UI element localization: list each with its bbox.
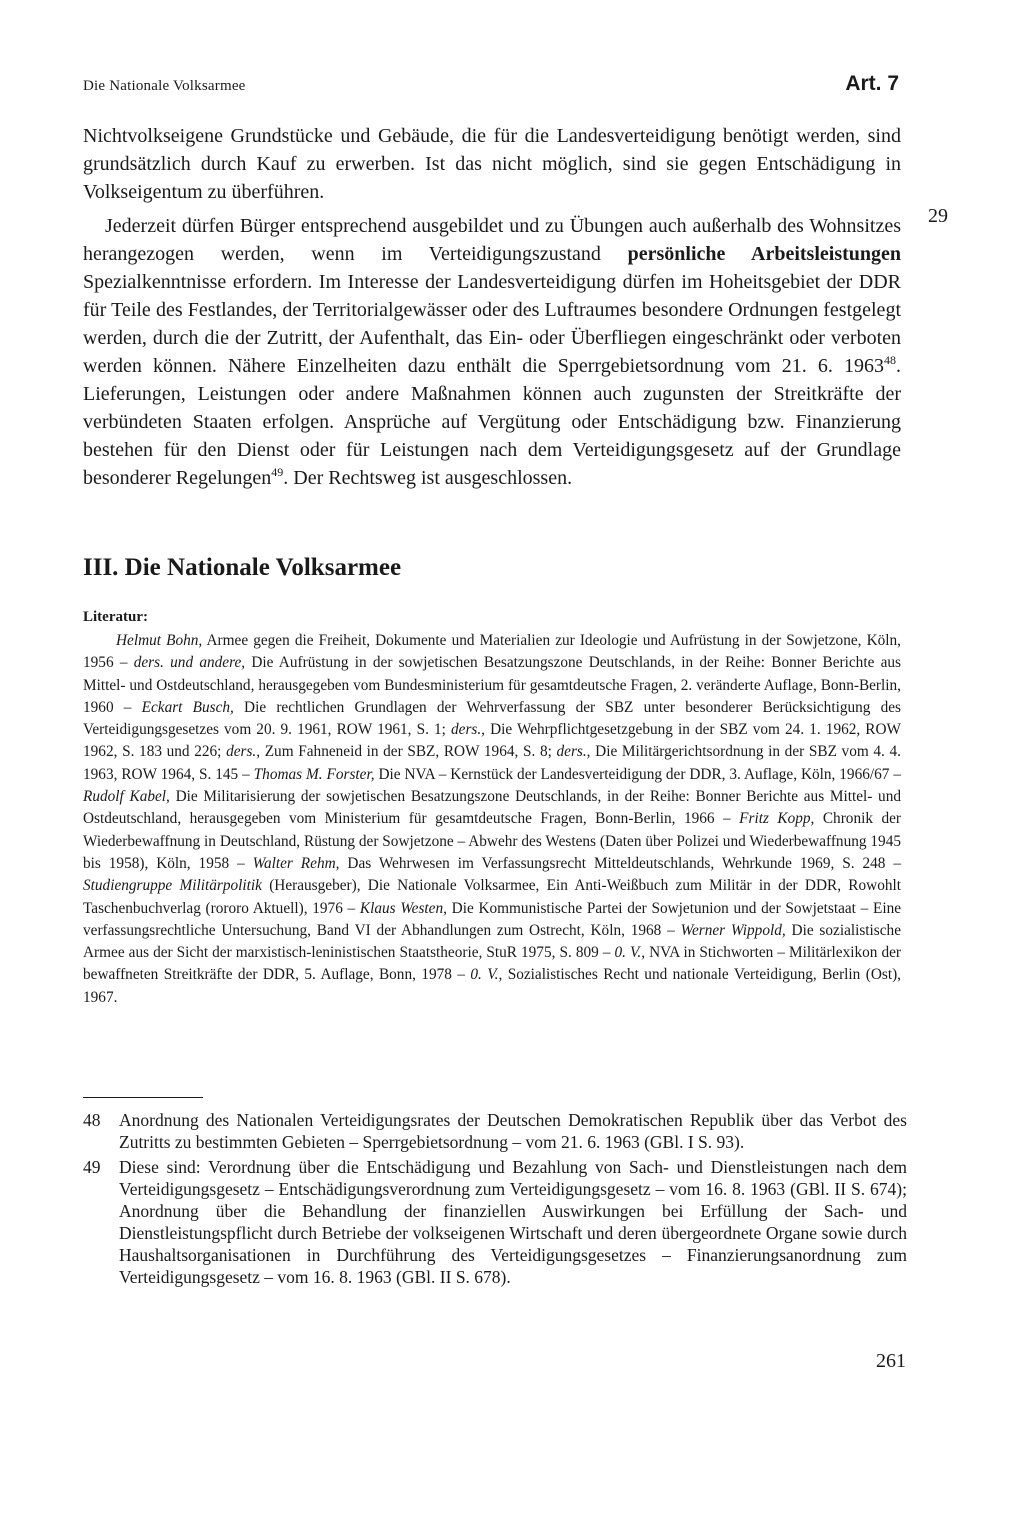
running-head: Die Nationale Volksarmee [83, 78, 246, 94]
literature-text: Die rechtlichen Grundlagen der Wehrverfassung der SBZ unter besonderer Berücksichtigung des Verteidigungsgesetzes vom 20. 9. 1961, ROW 1961, S. 1; [83, 698, 902, 739]
literature-text: Die sozialistische Armee aus der Sicht der marxistisch-leninistischen Staatstheorie, StuR 1975, S. 809 – [83, 921, 901, 962]
footnote-divider [83, 1097, 203, 1098]
literature-text: Die Militarisierung der sowjetischen Besatzungszone Deutschlands, in der Reihe: Bonner Berichte aus Mittel- und Ostdeutschland, herausgegeben vom Ministerium für gesamtdeutsche Fragen, Bonn-Berlin, 1966 – [83, 788, 901, 828]
footnote-number: 48 [83, 1110, 101, 1130]
literature-author: 0. V., [614, 944, 646, 962]
literature-text: Armee gegen die Freiheit, Dokumente und Materialien zur Ideologie und Aufrüstung in der Sowjetzone, Köln, 1956 – [83, 632, 901, 672]
literature-author: Rudolf Kabel, [83, 788, 170, 806]
literature-list [83, 630, 901, 1009]
text-run: . Lieferungen, Leistungen oder andere Maßnahmen können auch zugunsten der Streitkräfte der verbündeten Staaten erfolgen. Ansprüche auf Vergütung oder Entschädigung bzw. Finanzierung bestehen für den Dienst oder für Leistungen nach dem Verteidigungsgesetz auf der Grundlage besonderer Regelungen [83, 355, 901, 489]
footnote-ref[interactable]: 49 [271, 465, 284, 479]
footnote-number: 49 [83, 1157, 101, 1177]
page-number: 261 [876, 1350, 906, 1372]
bold-term: persönliche Arbeitsleistungen [627, 243, 902, 265]
paragraph: Nichtvolkseigene Grundstücke und Gebäude, die für die Landesverteidigung benötigt werden, sind grundsätzlich durch Kauf zu erwerben. Ist das nicht möglich, sind sie gegen Entschädigung in Volkseigentum zu überführen. [83, 125, 901, 203]
literature-author: 0. V., [470, 966, 503, 984]
literature-author: Fritz Kopp, [739, 810, 815, 828]
literature-author: ders., [556, 743, 591, 761]
footnote-text: Diese sind: Verordnung über die Entschädigung und Bezahlung von Sach- und Dienstleistungen nach dem Verteidigungsgesetz – Entschädigungsverordnung zum Verteidigungsgesetz – vom 16. 8. 1963 (GBl. II S. 674); Anordnung über die Behandlung der finanziellen Auswirkungen bei Erfüllung der Sach- und Dienstleistungspflicht durch Betriebe der volkseigenen Wirtschaft und deren übergeordnete Organe sowie durch Haushaltsorganisationen in Durchführung des Verteidigungsgesetzes – Finanzierungsanordnung zum Verteidigungsgesetz – vom 16. 8. 1963 (GBl. II S. 678). [119, 1157, 907, 1287]
literature-label: Literatur: [83, 609, 148, 625]
literature-text: Zum Fahneneid in der SBZ, ROW 1964, S. 8; [260, 743, 557, 761]
literature-text: Sozialistisches Recht und nationale Verteidigung, Berlin (Ost), 1967. [83, 966, 902, 1006]
literature-text: Die Aufrüstung in der sowjetischen Besatzungszone Deutschlands, in der Reihe: Bonner Berichte aus Mittel- und Ostdeutschland, herausgegeben vom Bundesministerium für gesamtdeutsche Fragen, 2. veränderte Auflage, Bonn-Berlin, 1960 – [83, 654, 902, 716]
section-heading: III. Die Nationale Volksarmee [83, 554, 402, 581]
margin-number: 29 [928, 205, 948, 227]
literature-text: (Herausgeber), Die Nationale Volksarmee, Ein Anti-Weißbuch zum Militär in der DDR, Rowohlt Taschenbuchverlag (rororo Aktuell), 1976 – [83, 877, 901, 917]
footnote [83, 1156, 907, 1288]
literature-author: Studiengruppe Militärpolitik [83, 877, 262, 895]
article-label: Art. 7 [845, 72, 899, 95]
literature-text: Die Kommunistische Partei der Sowjetunion und der Sowjetstaat – Eine verfassungsrechtliche Untersuchung, Band VI der Abhandlungen zum Ostrecht, Köln, 1968 – [83, 899, 902, 939]
literature-author: Thomas M. Forster, [253, 765, 375, 783]
literature-author: ders., [226, 743, 261, 761]
text-run: Jederzeit dürfen Bürger entsprechend ausgebildet und zu Übungen auch außerhalb des Wohnsitzes herangezogen werden, wenn im Verteidigungszustand [83, 215, 901, 265]
literature-author: ders. und andere, [133, 654, 246, 672]
literature-author: Klaus Westen, [359, 899, 447, 917]
footnotes [83, 1109, 907, 1291]
footnote-ref[interactable]: 48 [884, 353, 896, 367]
literature-author: Eckart Busch, [141, 698, 234, 716]
literature-text: Das Wehrwesen im Verfassungsrecht Mitteldeutschlands, Wehrkunde 1969, S. 248 – [339, 854, 901, 872]
literature-text: Die Militärgerichtsordnung in der SBZ vom 4. 4. 1963, ROW 1964, S. 145 – [83, 743, 901, 783]
literature-author: Walter Rehm, [252, 854, 340, 872]
paragraph [83, 212, 901, 492]
literature-author: ders., [451, 721, 485, 739]
literature-author: Werner Wippold, [680, 921, 786, 939]
literature-text: Die Wehrpflichtgesetzgebung in der SBZ vom 24. 1. 1962, ROW 1962, S. 183 und 226; [83, 721, 901, 761]
footnote-text: Anordnung des Nationalen Verteidigungsrates der Deutschen Demokratischen Republik über das Verbot des Zutritts zu bestimmten Gebieten – Sperrgebietsordnung – vom 21. 6. 1963 (GBl. I S. 93). [119, 1110, 907, 1152]
text-run: . Der Rechtsweg ist ausgeschlossen. [283, 467, 573, 489]
text-run: Spezialkenntnisse erfordern. Im Interesse der Landesverteidigung dürfen im Hoheitsgebiet der DDR für Teile des Festlandes, der Territorialgewässer oder des Luftraumes besondere Ordnungen festgelegt werden, durch die der Zutritt, der Aufenthalt, das Ein- oder Überfliegen eingeschränkt oder verboten werden können. Nähere Einzelheiten dazu enthält die Sperrgebietsordnung vom 21. 6. 1963 [83, 271, 901, 377]
literature-text: Chronik der Wiederbewaffnung in Deutschland, Rüstung der Sowjetzone – Abwehr des Westens (Daten über Polizei und Wiederbewaffnung 1945 bis 1958), Köln, 1958 – [83, 810, 902, 872]
literature-text: NVA in Stichworten – Militärlexikon der bewaffneten Streitkräfte der DDR, 5. Auflage, Bonn, 1978 – [83, 944, 901, 984]
footnote [83, 1109, 907, 1153]
literature-text: Die NVA – Kernstück der Landesverteidigung der DDR, 3. Auflage, Köln, 1966/67 – [374, 765, 901, 783]
main-text [83, 122, 901, 492]
literature-author: Helmut Bohn, [116, 632, 203, 649]
